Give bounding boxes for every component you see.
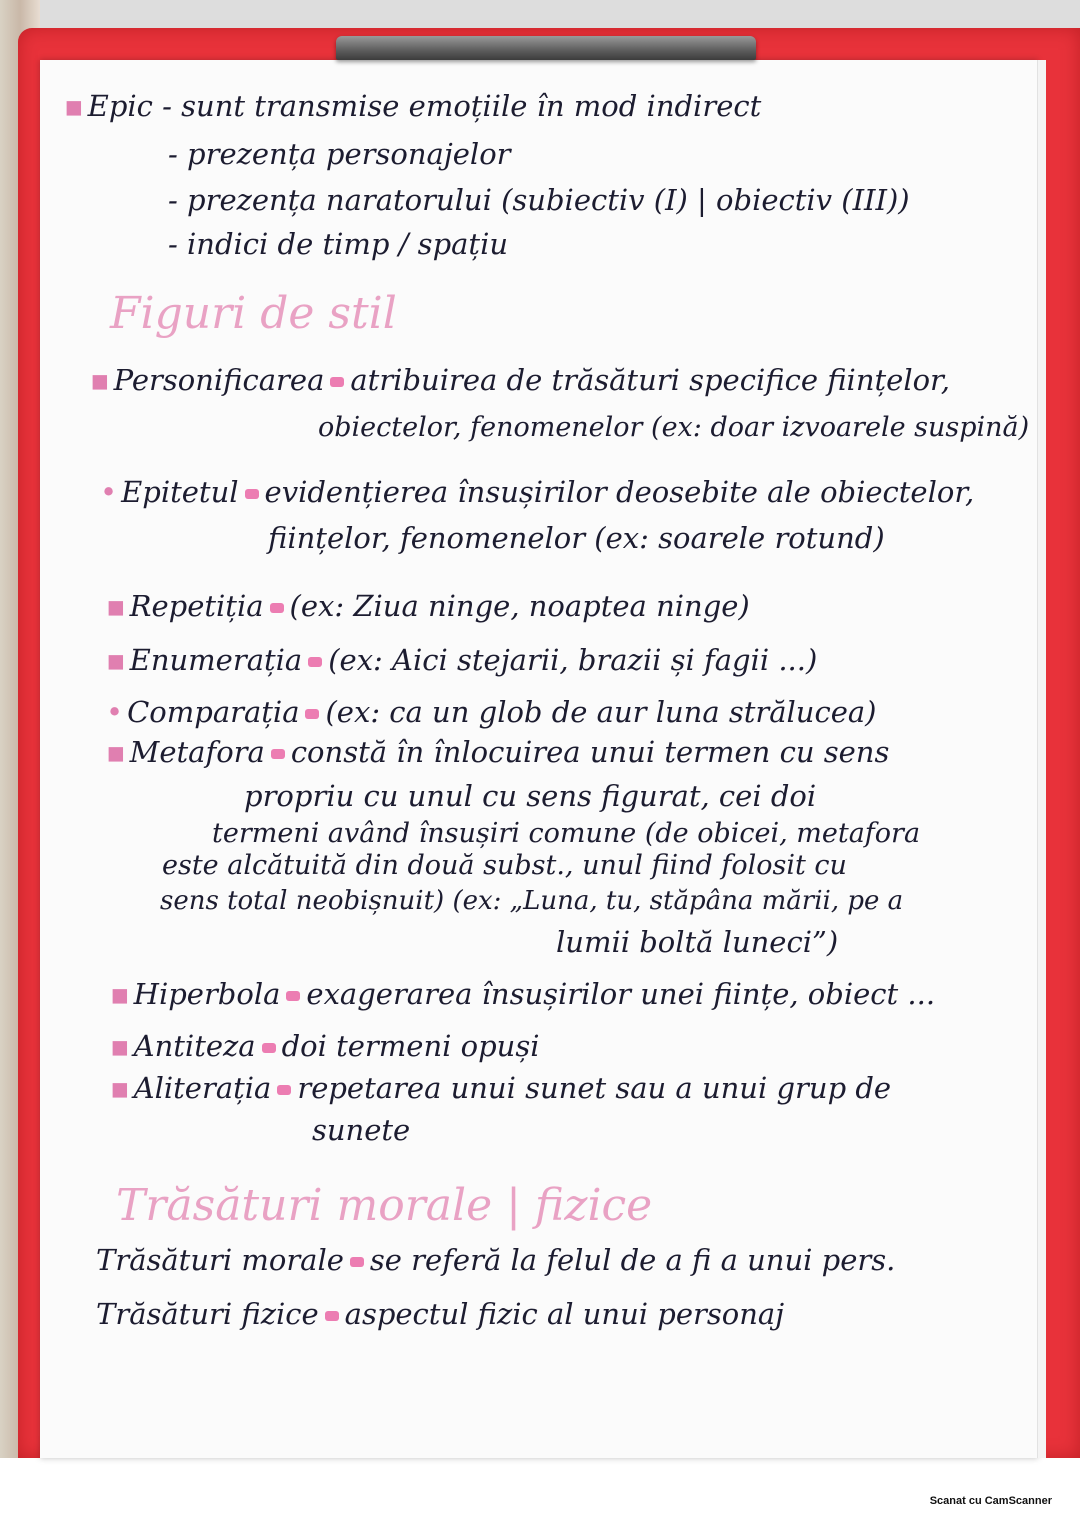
- antiteza-line: ▪ Antiteza doi termeni opuși: [110, 1029, 540, 1063]
- bullet-icon: ▪: [110, 977, 130, 1011]
- dash-marker-icon: [277, 1085, 291, 1095]
- scanner-watermark: Scanat cu CamScanner: [929, 1495, 1052, 1507]
- heading-figuri-de-stil: Figuri de stil: [110, 288, 397, 339]
- epic-line-4: - indici de timp / spațiu: [168, 227, 509, 261]
- epic-line-3: - prezența naratorului (subiectiv (I) | obiectiv (III)): [168, 183, 910, 217]
- hiperbola-line: ▪ Hiperbola exagerarea însușirilor unei ființe, obiect ...: [110, 977, 936, 1011]
- bullet-icon: ▪: [110, 1029, 130, 1063]
- personificarea-line-1: ▪ Personificarea atribuirea de trăsături specifice ființelor,: [90, 363, 950, 397]
- enumeratia-line: ▪ Enumerația (ex: Aici stejarii, brazii și fagii ...): [106, 643, 818, 677]
- dash-marker-icon: [270, 603, 284, 613]
- metafora-line-4: este alcătuită din două subst., unul fiind folosit cu: [162, 850, 847, 881]
- bullet-icon: •: [100, 475, 118, 509]
- dash-marker-icon: [308, 657, 322, 667]
- bullet-icon: •: [106, 695, 124, 729]
- dash-marker-icon: [286, 991, 300, 1001]
- dash-marker-icon: [305, 709, 319, 719]
- comparatia-line: • Comparația (ex: ca un glob de aur luna strălucea): [106, 695, 877, 729]
- metafora-line-5: sens total neobișnuit) (ex: „Luna, tu, stăpâna mării, pe a: [160, 886, 904, 916]
- aliteratia-line-1: ▪ Aliterația repetarea unui sunet sau a unui grup de: [110, 1071, 892, 1105]
- aliteratia-line-2: sunete: [312, 1113, 411, 1147]
- dash-marker-icon: [245, 489, 259, 499]
- bullet-icon: ▪: [110, 1071, 130, 1105]
- metafora-line-6: lumii boltă luneci”): [556, 925, 839, 959]
- dash-marker-icon: [325, 1311, 339, 1321]
- metafora-line-1: ▪ Metafora constă în înlocuirea unui termen cu sens: [106, 735, 890, 769]
- metafora-line-3: termeni având însușiri comune (de obicei, metafora: [212, 818, 921, 849]
- personificarea-line-2: obiectelor, fenomenelor (ex: doar izvoarele suspină): [318, 412, 1030, 443]
- repetitia-line: ▪ Repetiția (ex: Ziua ninge, noaptea ninge): [106, 589, 750, 623]
- epitetul-line-2: ființelor, fenomenelor (ex: soarele rotund): [268, 521, 885, 555]
- clipboard-clip: [336, 36, 756, 60]
- bullet-icon: ▪: [106, 735, 126, 769]
- trasaturi-morale-line: Trăsături morale se referă la felul de a fi a unui pers.: [96, 1243, 896, 1277]
- epic-line-1: ▪ Epic - sunt transmise emoțiile în mod indirect: [64, 89, 762, 123]
- dash-marker-icon: [271, 749, 285, 759]
- dash-marker-icon: [330, 377, 344, 387]
- heading-trasaturi: Trăsături morale | fizice: [116, 1180, 653, 1231]
- trasaturi-fizice-line: Trăsături fizice aspectul fizic al unui personaj: [96, 1297, 785, 1331]
- epitetul-line-1: • Epitetul evidențierea însușirilor deosebite ale obiectelor,: [100, 475, 975, 509]
- dash-marker-icon: [262, 1043, 276, 1053]
- bullet-icon: ▪: [90, 363, 110, 397]
- bullet-icon: ▪: [106, 643, 126, 677]
- bullet-icon: ▪: [64, 89, 84, 123]
- epic-line-2: - prezența personajelor: [168, 137, 511, 171]
- bullet-icon: ▪: [106, 589, 126, 623]
- dash-marker-icon: [350, 1257, 364, 1267]
- metafora-line-2: propriu cu unul cu sens figurat, cei doi: [244, 779, 817, 813]
